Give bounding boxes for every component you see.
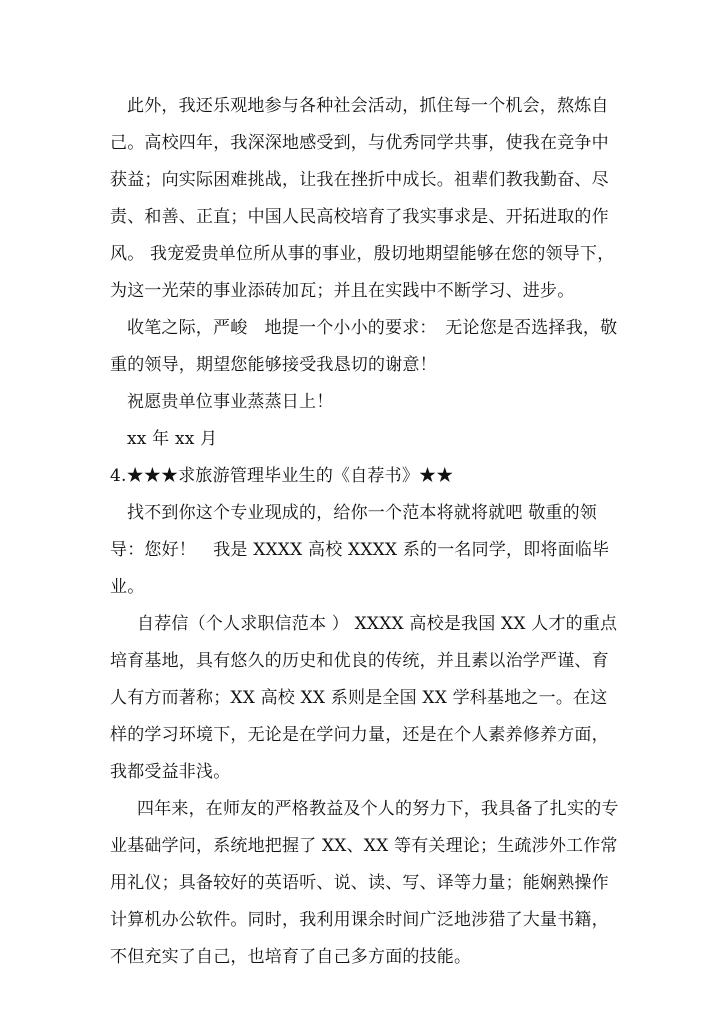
paragraph-wishes: 祝愿贵单位事业蒸蒸日上！	[127, 392, 334, 412]
paragraph-closing-request: 收笔之际，严峻 地提一个小小的要求： 无论您是否选择我，敬重的领导，期望您能够接受我恳切的谢意！	[110, 318, 618, 375]
document-body	[110, 88, 620, 976]
paragraph-social-activities: 此外，我还乐观地参与各种社会活动，抓住每一个机会，熬炼自己。高校四年，我深深地感受到，与优秀同学共事，使我在竞争中获益；向实际困难挑战，让我在挫折中成长。祖辈们教我勤奋、尽责、和善、正直；中国人民高校培育了我实事求是、开拓进取的作风。 我宠爱贵单位所从事的事业，殷切地期望能够在您的领导下，为这一光荣的事业添砖加瓦；并且在实践中不断学习、进步。	[110, 96, 615, 301]
paragraph-date: xx 年 xx 月	[127, 429, 218, 449]
section-heading: 4.★★★求旅游管理毕业生的《自荐书》★★	[110, 466, 454, 486]
paragraph-school-introduction: 自荐信（个人求职信范本 ） XXXX 高校是我国 XX 人才的重点培育基地，具有悠久的历史和优良的传统，并且素以治学严谨、育人有方而著称；XX 高校 XX 系则是全国 XX 学科基地之一。在这样的学习环境下，无论是在学问力量，还是在个人素养修养方面，我都受益非浅。	[110, 614, 618, 782]
paragraph-four-years: 四年来，在师友的严格教益及个人的努力下，我具备了扎实的专业基础学问，系统地把握了 XX、XX 等有关理论；生疏涉外工作常用礼仪；具备较好的英语听、说、读、写、译等力量；能娴熟操作计算机办公软件。同时，我利用课余时间广泛地涉猎了大量书籍，不但充实了自己，也培育了自己多方面的技能。	[110, 799, 619, 967]
paragraph-greeting: 找不到你这个专业现成的，给你一个范本将就将就吧 敬重的领导：您好！ 我是 XXXX 高校 XXXX 系的一名同学，即将面临毕业。	[110, 503, 610, 597]
